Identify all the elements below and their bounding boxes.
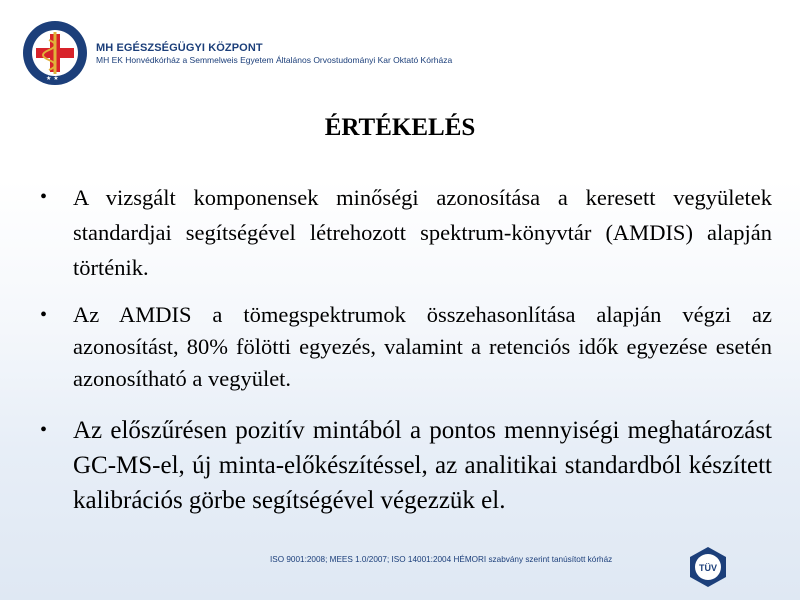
svg-text:★ ★: ★ ★ bbox=[46, 75, 59, 82]
hospital-logo bbox=[22, 20, 88, 86]
organization-name: MH EGÉSZSÉGÜGYI KÖZPONT bbox=[96, 42, 263, 54]
bullet-text: Az előszűrésen pozitív mintából a pontos mennyiségi meghatározást GC-MS-el, új minta-előkészítéssel, az analitikai standardból készített kalibrációs görbe segítségével végezzük el. bbox=[73, 417, 772, 514]
organization-info bbox=[96, 42, 452, 65]
organization-subtitle: MH EK Honvédkórház a Semmelweis Egyetem Általános Orvostudományi Kar Oktató Kórháza bbox=[96, 55, 453, 65]
bullet-text: Az AMDIS a tömegspektrumok összehasonlítása alapján végzi az azonosítást, 80% fölötti egyezés, valamint a retenciós idők egyezése esetén azonosítható a vegyület. bbox=[73, 302, 772, 391]
slide-title: ÉRTÉKELÉS bbox=[324, 114, 476, 141]
tuv-badge-icon bbox=[686, 545, 730, 589]
bullet-item bbox=[40, 180, 772, 285]
bullet-icon: • bbox=[40, 304, 48, 326]
bullet-icon: • bbox=[40, 419, 48, 441]
bullet-item bbox=[40, 299, 772, 395]
tuv-badge-text: TÜV bbox=[699, 563, 717, 573]
bullet-list bbox=[40, 180, 772, 518]
bullet-icon: • bbox=[40, 186, 48, 208]
bullet-text: A vizsgált komponensek minőségi azonosítása a keresett vegyületek standardjai segítségével létrehozott spektrum-könyvtár (AMDIS) alapján történik. bbox=[73, 185, 772, 280]
bullet-item bbox=[40, 413, 772, 518]
certification-footer: ISO 9001:2008; MEES 1.0/2007; ISO 14001:2004 HÉMORI szabvány szerint tanúsított kórház bbox=[270, 555, 613, 564]
header bbox=[22, 20, 622, 90]
